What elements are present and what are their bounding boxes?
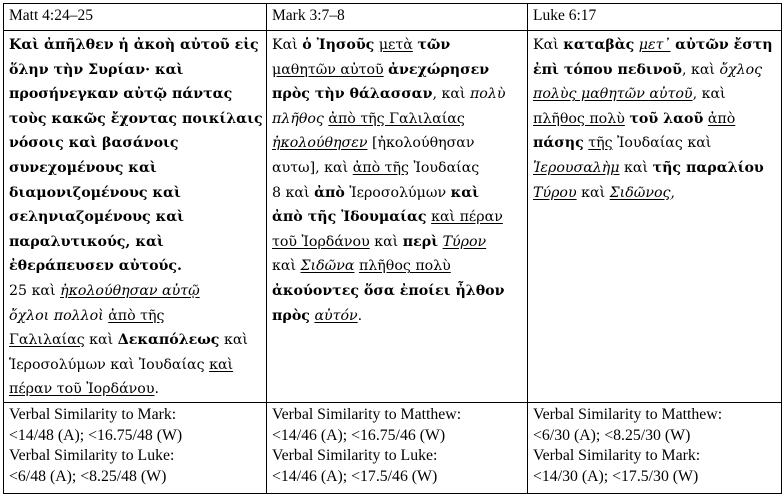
text-segment: ἀπὸ bbox=[707, 110, 736, 127]
text-segment: καὶ bbox=[576, 184, 610, 201]
text-segment: συνεχομένους καὶ bbox=[9, 159, 157, 176]
text-luke bbox=[528, 31, 782, 403]
text-segment: [ἠκολούθησαν bbox=[367, 135, 475, 152]
text-segment: καὶ bbox=[219, 332, 248, 349]
text-segment: Τύρον bbox=[442, 233, 487, 250]
stats-label: Verbal Similarity to Matthew: bbox=[272, 405, 462, 423]
text-segment: Δεκαπόλεως bbox=[117, 332, 220, 349]
text-segment: τοὺς κακῶς ἔχοντας ποικίλαις bbox=[9, 110, 263, 127]
text-line bbox=[272, 230, 522, 255]
stats-value: <14/48 (A); <16.75/48 (W) bbox=[9, 426, 183, 444]
text-segment: παραλυτικούς, καὶ bbox=[9, 233, 164, 250]
text-row bbox=[4, 31, 782, 403]
text-segment: Τύρου bbox=[533, 184, 577, 201]
text-segment: 8 καὶ bbox=[272, 184, 315, 201]
text-segment: τοῦ Ἰορδάνου bbox=[272, 233, 370, 250]
text-segment: , καὶ bbox=[432, 86, 470, 103]
text-matthew bbox=[4, 31, 267, 403]
text-segment: Γαλιλαίας bbox=[9, 332, 85, 349]
text-segment: 25 καὶ bbox=[9, 282, 61, 299]
text-line bbox=[9, 254, 261, 279]
text-segment: ὅλην τὴν Συρίαν· καὶ bbox=[9, 61, 184, 78]
text-segment: ἀπὸ τῆς bbox=[352, 159, 409, 176]
text-segment: ἀπὸ τῆς bbox=[108, 307, 165, 324]
stats-luke bbox=[528, 402, 782, 493]
text-segment: ὄχλος bbox=[719, 61, 763, 78]
stats-value: <6/48 (A); <8.25/48 (W) bbox=[9, 467, 167, 485]
text-segment: ἀκούοντες ὅσα ἐποίει ἦλθον bbox=[272, 282, 505, 299]
text-line bbox=[272, 181, 522, 206]
text-line bbox=[9, 58, 261, 83]
text-segment: Καὶ bbox=[272, 37, 303, 53]
text-line bbox=[272, 33, 522, 58]
text-segment: τῆς bbox=[588, 135, 613, 152]
header-luke: Luke 6:17 bbox=[528, 4, 782, 31]
text-segment: καὶ bbox=[272, 258, 301, 275]
text-segment: Ἱεροσολύμων καὶ Ἰουδαίας bbox=[9, 356, 210, 373]
text-segment: τῶν bbox=[417, 37, 451, 53]
text-segment: Ἰουδαίας bbox=[408, 159, 480, 176]
text-segment: περὶ bbox=[402, 233, 439, 250]
text-line bbox=[9, 353, 261, 378]
text-line bbox=[533, 181, 776, 206]
text-line bbox=[9, 156, 261, 181]
stats-value: <6/30 (A); <8.25/30 (W) bbox=[533, 426, 691, 444]
stats-row bbox=[4, 402, 782, 493]
stats-value: <14/46 (A); <16.75/46 (W) bbox=[272, 426, 446, 444]
text-line bbox=[9, 328, 261, 353]
text-mark bbox=[267, 31, 528, 403]
text-segment: καὶ bbox=[84, 332, 118, 349]
text-line bbox=[533, 82, 776, 107]
text-line bbox=[9, 377, 261, 402]
text-segment: προσήνεγκαν αὐτῷ πάντας bbox=[9, 86, 233, 103]
text-segment: καὶ πέραν bbox=[431, 209, 503, 226]
text-segment: Σιδῶνος bbox=[609, 184, 671, 201]
text-line bbox=[9, 181, 261, 206]
stats-label: Verbal Similarity to Matthew: bbox=[533, 405, 723, 423]
text-line bbox=[9, 304, 261, 329]
text-segment: σεληνιαζομένους καὶ bbox=[9, 209, 184, 226]
text-line bbox=[9, 205, 261, 230]
stats-label: Verbal Similarity to Luke: bbox=[9, 447, 175, 465]
text-segment: πλῆθος πολὺ bbox=[533, 110, 625, 127]
text-segment: πλῆθος bbox=[272, 110, 324, 127]
text-segment: ἠκολούθησεν bbox=[272, 135, 368, 152]
text-line bbox=[272, 205, 522, 230]
text-line bbox=[272, 131, 522, 156]
text-segment: πολὺς μαθητῶν αὐτοῦ bbox=[533, 86, 693, 103]
text-segment: Σιδῶνα bbox=[300, 258, 355, 275]
header-matthew: Matt 4:24–25 bbox=[4, 4, 267, 31]
text-segment: πρὸς τὴν θάλασσαν bbox=[272, 86, 433, 103]
text-segment: ἠκολούθησαν αὐτῷ bbox=[60, 282, 200, 299]
text-segment: πλῆθος πολὺ bbox=[358, 258, 451, 275]
text-segment: ἀπὸ bbox=[314, 184, 345, 201]
text-segment: καταβὰς bbox=[563, 37, 635, 53]
text-segment: Καὶ bbox=[533, 37, 564, 53]
text-segment: μαθητῶν αὐτοῦ bbox=[272, 61, 384, 78]
text-segment: ἀνεχώρησεν bbox=[388, 61, 490, 78]
text-segment: πάσης bbox=[533, 135, 584, 152]
text-segment: , καὶ bbox=[692, 86, 726, 103]
text-segment: ἐπὶ τόπου πεδινοῦ bbox=[533, 61, 682, 78]
synopsis-table bbox=[3, 3, 782, 494]
text-segment: ὁ Ἰησοῦς bbox=[302, 37, 375, 53]
text-segment: καὶ bbox=[369, 233, 403, 250]
stats-value: <14/46 (A); <17.5/46 (W) bbox=[272, 467, 438, 485]
text-segment: πρὸς bbox=[272, 307, 310, 324]
stats-mark bbox=[267, 402, 528, 493]
text-segment: ὄχλοι πολλοὶ bbox=[9, 307, 104, 324]
text-segment: , καὶ bbox=[681, 61, 720, 78]
text-line bbox=[272, 304, 522, 329]
text-segment: αυτω], καὶ bbox=[272, 159, 353, 176]
text-segment: ἀπὸ τῆς Γαλιλαίας bbox=[328, 110, 465, 127]
text-segment: καὶ bbox=[450, 184, 480, 201]
text-line bbox=[9, 33, 261, 58]
header-mark: Mark 3:7–8 bbox=[267, 4, 528, 31]
text-segment: καὶ bbox=[209, 356, 234, 373]
text-line bbox=[272, 58, 522, 83]
text-segment: μετὰ bbox=[378, 37, 413, 53]
stats-matthew bbox=[4, 402, 267, 493]
text-segment: ἐθεράπευσεν αὐτούς. bbox=[9, 258, 182, 275]
text-line bbox=[533, 131, 776, 156]
text-segment: Ἱεροσολύμων bbox=[344, 184, 451, 201]
stats-value: <14/30 (A); <17.5/30 (W) bbox=[533, 467, 699, 485]
text-line bbox=[533, 58, 776, 83]
text-segment: τοῦ λαοῦ bbox=[629, 110, 704, 127]
text-line bbox=[533, 33, 776, 58]
text-line bbox=[9, 230, 261, 255]
text-segment: αὐτόν bbox=[314, 307, 358, 324]
text-segment: νόσοις καὶ βασάνοις bbox=[9, 135, 179, 152]
text-line bbox=[9, 131, 261, 156]
text-segment: . bbox=[154, 381, 159, 398]
text-segment: αὐτῶν ἔστη bbox=[675, 37, 773, 53]
text-segment: πολὺ bbox=[469, 86, 506, 103]
text-line bbox=[272, 82, 522, 107]
text-segment: πέραν τοῦ Ἰορδάνου bbox=[9, 381, 155, 398]
text-line bbox=[9, 82, 261, 107]
text-segment: Ἰερουσαλὴμ bbox=[533, 159, 620, 176]
text-segment: . bbox=[357, 307, 363, 324]
text-segment: διαμονιζομένους καὶ bbox=[9, 184, 181, 201]
text-line bbox=[272, 107, 522, 132]
text-segment: ἀπὸ τῆς Ἰδουμαίας bbox=[272, 209, 427, 226]
text-line bbox=[9, 107, 261, 132]
header-row bbox=[4, 4, 782, 31]
text-segment: μετ᾽ bbox=[638, 37, 671, 53]
text-line bbox=[272, 254, 522, 279]
text-segment: Καὶ ἀπῆλθεν ἡ ἀκοὴ αὐτοῦ εἰς bbox=[9, 37, 259, 53]
text-segment: Ἰουδαίας καὶ bbox=[612, 135, 712, 152]
text-segment: , bbox=[670, 184, 675, 201]
text-segment: τῆς παραλίου bbox=[652, 159, 764, 176]
stats-label: Verbal Similarity to Luke: bbox=[272, 447, 438, 465]
text-segment: καὶ bbox=[619, 159, 653, 176]
text-line bbox=[272, 156, 522, 181]
stats-label: Verbal Similarity to Mark: bbox=[533, 447, 701, 465]
text-line bbox=[533, 156, 776, 181]
stats-label: Verbal Similarity to Mark: bbox=[9, 405, 177, 423]
text-line bbox=[272, 279, 522, 304]
text-line bbox=[533, 107, 776, 132]
text-line bbox=[9, 279, 261, 304]
